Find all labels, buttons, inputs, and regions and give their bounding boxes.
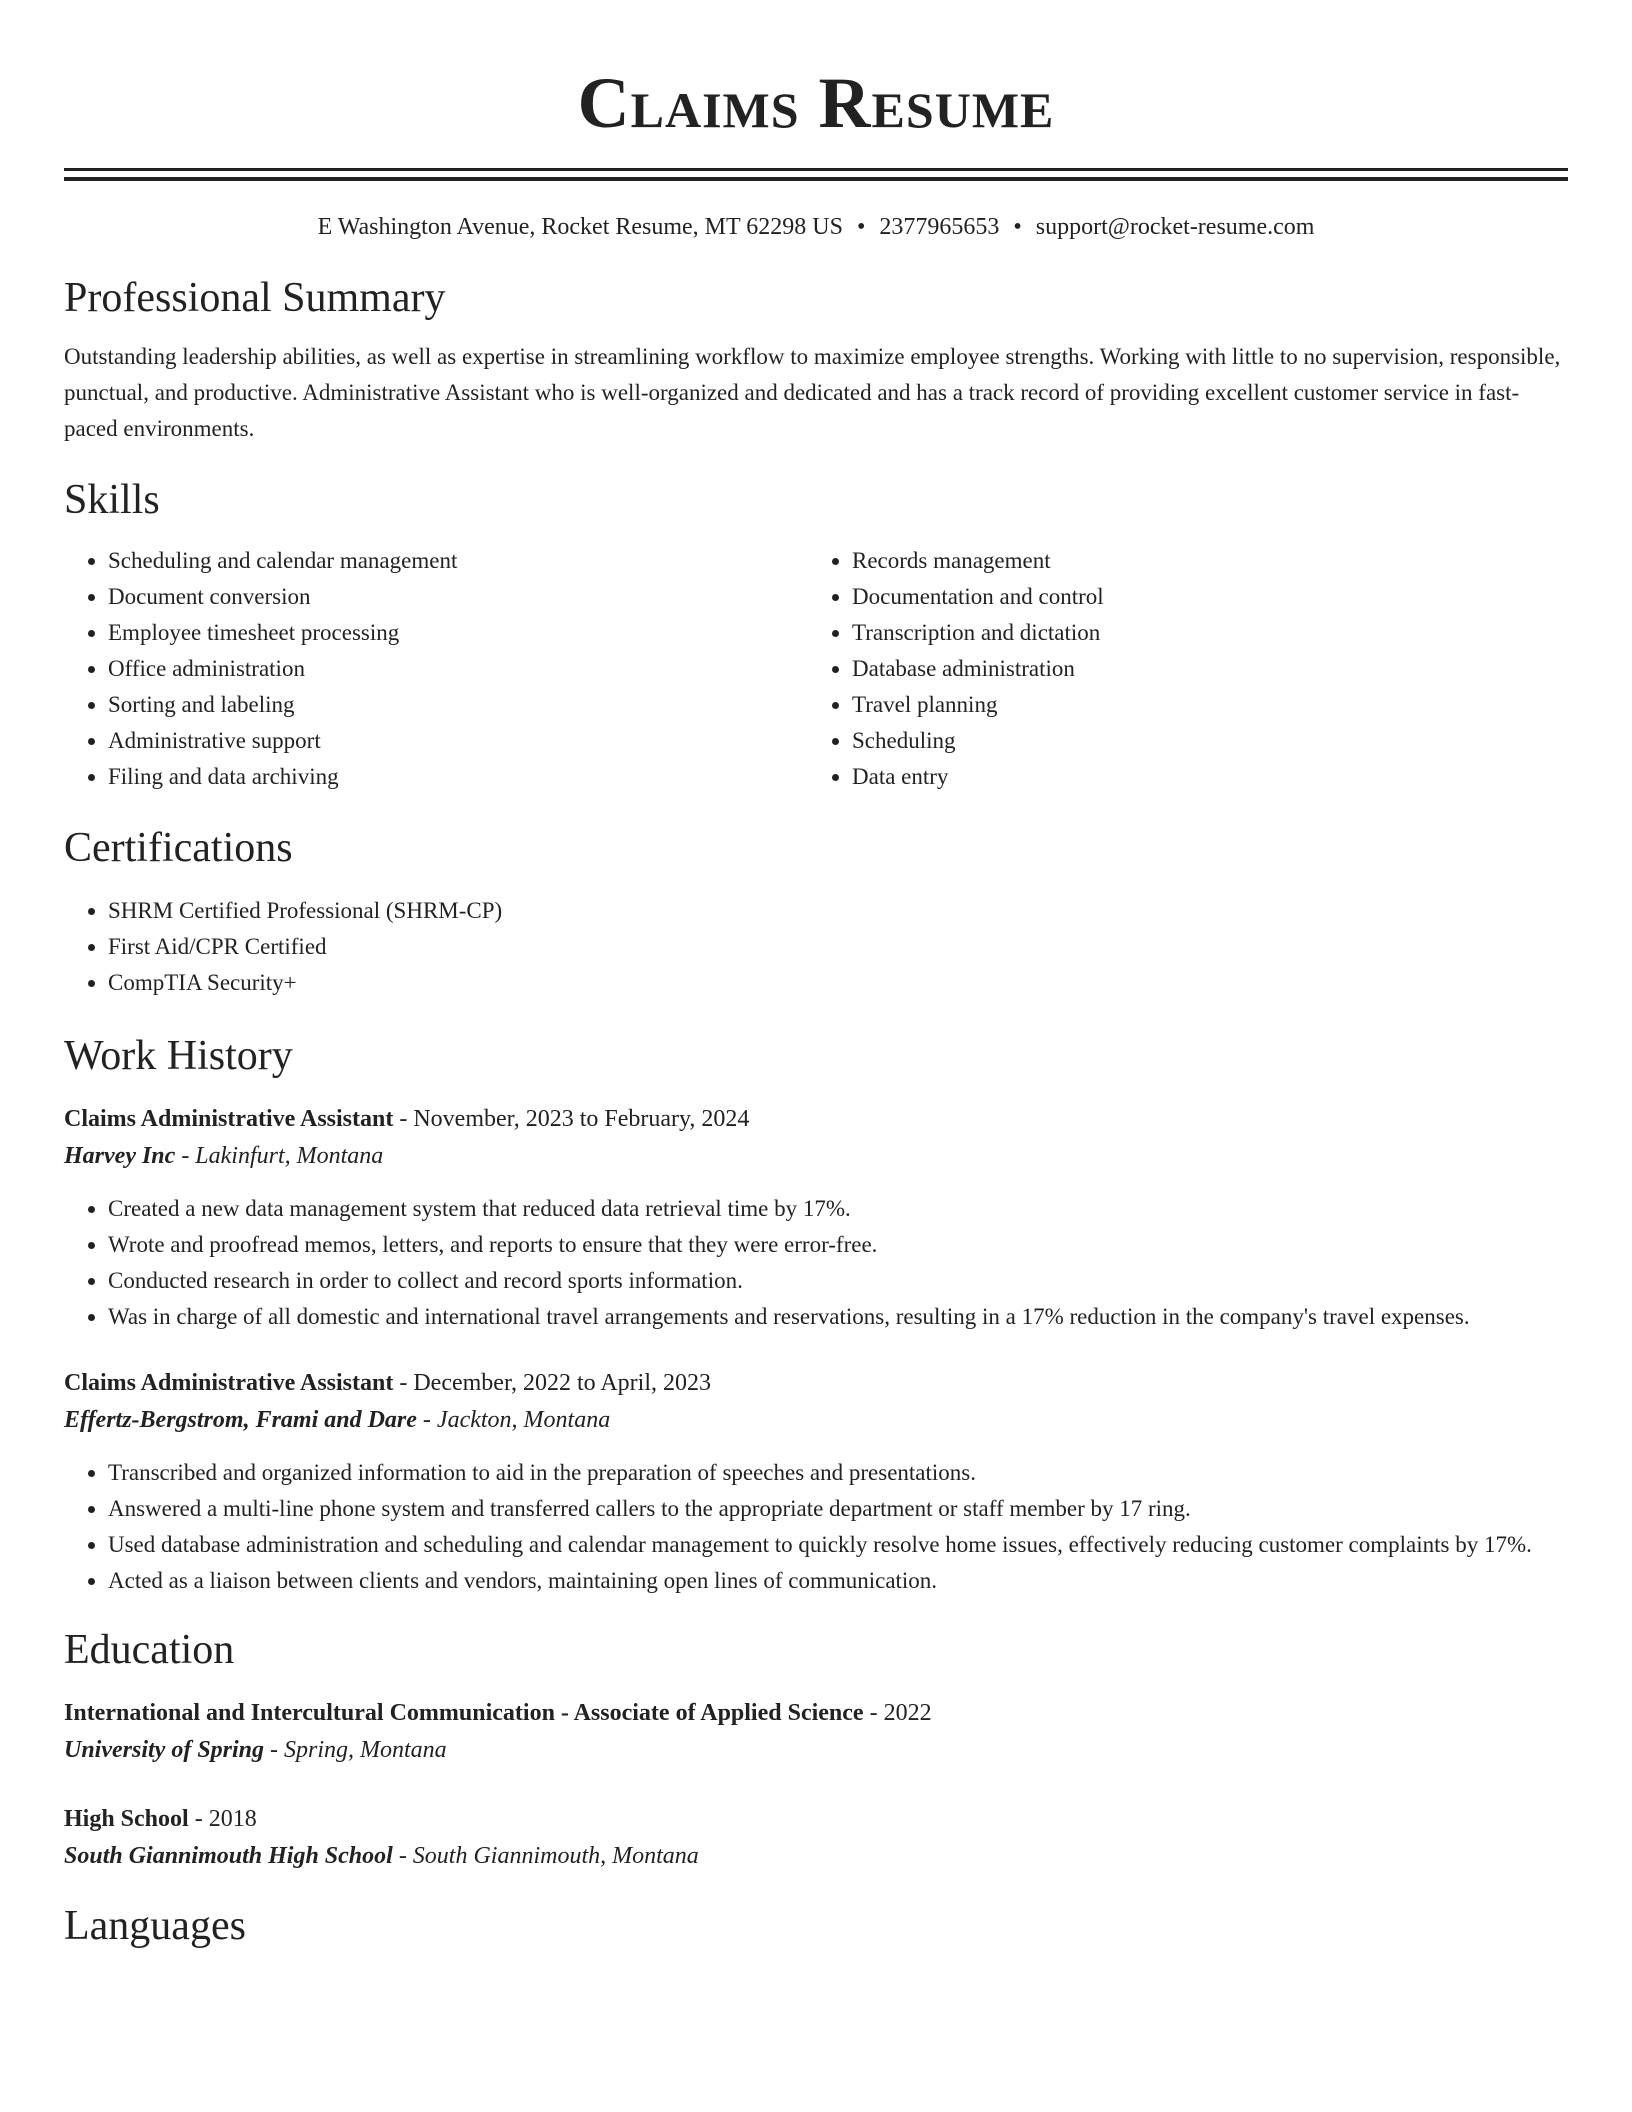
education-degree-line (64, 1801, 1568, 1837)
education-school-line (64, 1837, 1568, 1875)
certification-item: • First Aid/CPR Certified (108, 929, 1568, 965)
job-company: Effertz-Bergstrom, Frami and Dare (64, 1407, 417, 1433)
contact-line (64, 211, 1568, 243)
job-bullet: • Answered a multi-line phone system and transferred callers to the appropriate department or staff member by 17 ring. (108, 1491, 1568, 1527)
job-bullets (64, 1455, 1568, 1599)
skill-item: • Documentation and control (852, 579, 1552, 615)
education-school: University of Spring (64, 1737, 265, 1763)
job-company-line (64, 1401, 1568, 1439)
job-dates: - December, 2022 to April, 2023 (393, 1370, 711, 1396)
job-title-line (64, 1101, 1568, 1137)
education-location: - South Giannimouth, Montana (392, 1843, 699, 1869)
certifications-list (64, 893, 1568, 1001)
section-heading-languages: Languages (64, 1903, 246, 1949)
contact-address: E Washington Avenue, Rocket Resume, MT 62298 US (317, 214, 843, 240)
job-company-line (64, 1137, 1568, 1175)
section-heading-work-history: Work History (64, 1033, 293, 1079)
skill-item: • Database administration (852, 651, 1552, 687)
resume-title: Claims Resume (577, 63, 1055, 143)
skill-item: • Filing and data archiving (108, 759, 808, 795)
skill-item: • Document conversion (108, 579, 808, 615)
job-company: Harvey Inc (64, 1143, 176, 1169)
summary-text: Outstanding leadership abilities, as well as expertise in streamlining workflow to maximize employee strengths. Working with little to no supervision, responsible, punctual, and productive. Administrative Assistant who is well-organized and dedicated and has a track record of providing excellent customer service in fast-paced environments. (64, 344, 1561, 441)
skill-item: • Office administration (108, 651, 808, 687)
education-entry (64, 1801, 1568, 1875)
skill-item: • Data entry (852, 759, 1552, 795)
education-entry (64, 1695, 1568, 1769)
job-title: Claims Administrative Assistant (64, 1106, 394, 1132)
education-year: - 2022 (863, 1700, 932, 1726)
section-heading-skills: Skills (64, 477, 160, 523)
job-dates: - November, 2023 to February, 2024 (393, 1106, 750, 1132)
education-school-line (64, 1731, 1568, 1769)
job-location: - Jackton, Montana (416, 1407, 611, 1433)
job-entry (64, 1365, 1568, 1599)
job-bullet: • Conducted research in order to collect and record sports information. (108, 1263, 1568, 1299)
job-bullets (64, 1191, 1568, 1335)
title-divider-thick (64, 168, 1568, 171)
contact-email: support@rocket-resume.com (1035, 214, 1315, 240)
contact-phone: 2377965653 (879, 214, 1000, 240)
job-bullet: • Used database administration and scheduling and calendar management to quickly resolve home issues, effectively reducing customer complaints by 17%. (108, 1527, 1568, 1563)
job-bullet: • Acted as a liaison between clients and vendors, maintaining open lines of communication. (108, 1563, 1568, 1599)
resume-page (64, 0, 1568, 1951)
education-degree-line (64, 1695, 1568, 1731)
job-title-line (64, 1365, 1568, 1401)
education-degree: International and Intercultural Communication - Associate of Applied Science (64, 1700, 864, 1726)
section-heading-education: Education (64, 1627, 235, 1673)
education-degree: High School (64, 1806, 189, 1832)
skill-item: • Scheduling (852, 723, 1552, 759)
job-entry (64, 1101, 1568, 1335)
job-location: - Lakinfurt, Montana (175, 1143, 384, 1169)
title-divider-thin (64, 177, 1568, 181)
job-bullet: • Transcribed and organized information to aid in the preparation of speeches and presentations. (108, 1455, 1568, 1491)
skills-list-left (64, 543, 808, 795)
job-bullet: • Wrote and proofread memos, letters, and reports to ensure that they were error-free. (108, 1227, 1568, 1263)
job-title: Claims Administrative Assistant (64, 1370, 394, 1396)
skill-item: • Transcription and dictation (852, 615, 1552, 651)
skill-item: • Travel planning (852, 687, 1552, 723)
education-location: - Spring, Montana (264, 1737, 447, 1763)
certification-item: • CompTIA Security+ (108, 965, 1568, 1001)
contact-separator: • (1013, 214, 1022, 240)
contact-separator: • (856, 214, 866, 240)
education-year: - 2018 (188, 1806, 257, 1832)
job-bullet: • Was in charge of all domestic and international travel arrangements and reservations, resulting in a 17% reduction in the company's travel expenses. (108, 1299, 1568, 1335)
education-school: South Giannimouth High School (64, 1843, 393, 1869)
skill-item: • Administrative support (108, 723, 808, 759)
skill-item: • Scheduling and calendar management (108, 543, 808, 579)
skill-item: • Records management (852, 543, 1552, 579)
job-bullet: • Created a new data management system that reduced data retrieval time by 17%. (108, 1191, 1568, 1227)
skill-item: • Sorting and labeling (108, 687, 808, 723)
certification-item: • SHRM Certified Professional (SHRM-CP) (108, 893, 1568, 929)
skill-item: • Employee timesheet processing (108, 615, 808, 651)
skills-grid (64, 543, 1568, 795)
section-heading-summary: Professional Summary (64, 275, 446, 321)
skills-list-right (808, 543, 1552, 795)
section-heading-certifications: Certifications (64, 825, 293, 871)
